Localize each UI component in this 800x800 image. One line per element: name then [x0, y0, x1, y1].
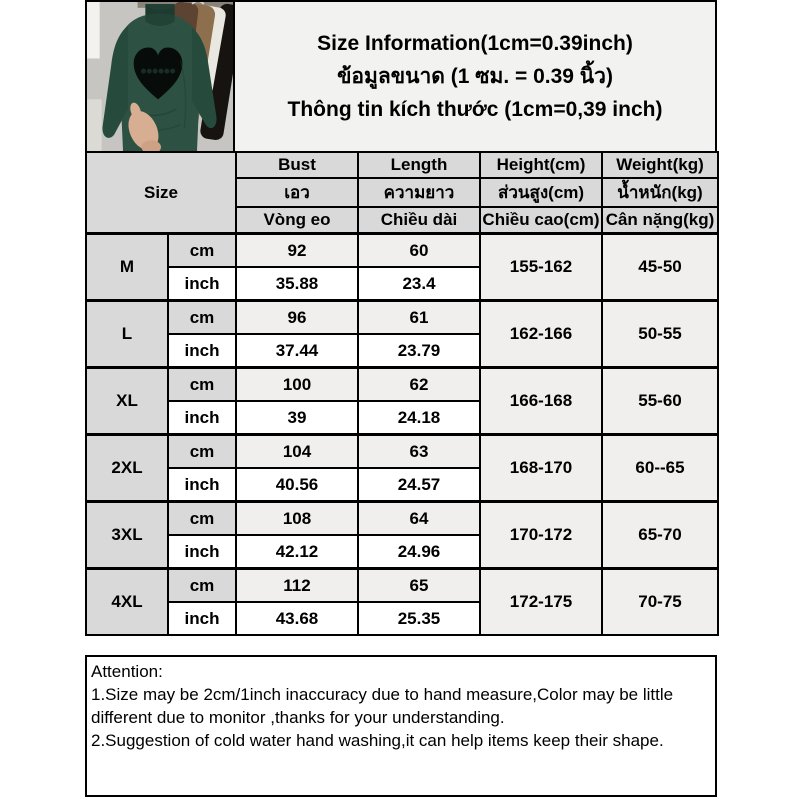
- length-cm-value: 60: [358, 234, 480, 268]
- weight-range-value: 60--65: [602, 435, 718, 502]
- attention-note-2: 2.Suggestion of cold water hand washing,it can help items keep their shape.: [91, 731, 664, 750]
- weight-range-value: 70-75: [602, 569, 718, 636]
- length-inch-value: 23.4: [358, 267, 480, 301]
- size-corner-label: Size: [86, 152, 236, 234]
- length-inch-value: 24.57: [358, 468, 480, 502]
- bust-inch-value: 37.44: [236, 334, 358, 368]
- unit-cm-label: cm: [168, 435, 236, 469]
- bust-cm-value: 104: [236, 435, 358, 469]
- length-cm-value: 64: [358, 502, 480, 536]
- col-header-bust-en: Bust: [236, 152, 358, 178]
- height-range-value: 166-168: [480, 368, 602, 435]
- length-inch-value: 23.79: [358, 334, 480, 368]
- col-header-height-en: Height(cm): [480, 152, 602, 178]
- length-cm-value: 63: [358, 435, 480, 469]
- title-thai: ข้อมูลขนาด (1 ซม. = 0.39 นิ้ว): [337, 65, 613, 88]
- bust-inch-value: 35.88: [236, 267, 358, 301]
- size-label-3xl: 3XL: [86, 502, 168, 569]
- size-label-m: M: [86, 234, 168, 301]
- size-label-4xl: 4XL: [86, 569, 168, 636]
- title-vietnamese: Thông tin kích thước (1cm=0,39 inch): [287, 98, 663, 121]
- bust-inch-value: 42.12: [236, 535, 358, 569]
- bust-inch-value: 40.56: [236, 468, 358, 502]
- weight-range-value: 55-60: [602, 368, 718, 435]
- col-header-length-th: ความยาว: [358, 178, 480, 207]
- length-cm-value: 61: [358, 301, 480, 335]
- length-inch-value: 24.18: [358, 401, 480, 435]
- product-photo-illustration: [87, 2, 233, 151]
- unit-inch-label: inch: [168, 535, 236, 569]
- col-header-length-vi: Chiều dài: [358, 207, 480, 234]
- weight-range-value: 45-50: [602, 234, 718, 301]
- unit-cm-label: cm: [168, 301, 236, 335]
- bust-inch-value: 39: [236, 401, 358, 435]
- bust-cm-value: 100: [236, 368, 358, 402]
- col-header-height-th: ส่วนสูง(cm): [480, 178, 602, 207]
- unit-cm-label: cm: [168, 234, 236, 268]
- attention-box: [85, 655, 717, 797]
- size-label-l: L: [86, 301, 168, 368]
- unit-inch-label: inch: [168, 401, 236, 435]
- size-label-xl: XL: [86, 368, 168, 435]
- size-info-title-box: [233, 0, 717, 153]
- unit-inch-label: inch: [168, 468, 236, 502]
- col-header-length-en: Length: [358, 152, 480, 178]
- size-table-grid: [85, 151, 719, 636]
- height-range-value: 155-162: [480, 234, 602, 301]
- unit-cm-label: cm: [168, 502, 236, 536]
- title-english: Size Information(1cm=0.39inch): [317, 32, 633, 55]
- unit-inch-label: inch: [168, 334, 236, 368]
- col-header-weight-en: Weight(kg): [602, 152, 718, 178]
- length-cm-value: 65: [358, 569, 480, 603]
- bust-inch-value: 43.68: [236, 602, 358, 635]
- bust-cm-value: 96: [236, 301, 358, 335]
- height-range-value: 172-175: [480, 569, 602, 636]
- col-header-bust-vi: Vòng eo: [236, 207, 358, 234]
- bust-cm-value: 112: [236, 569, 358, 603]
- photo-floor-strip: [87, 99, 102, 151]
- size-table: [85, 151, 717, 636]
- col-header-height-vi: Chiều cao(cm): [480, 207, 602, 234]
- col-header-bust-th: เอว: [236, 178, 358, 207]
- height-range-value: 162-166: [480, 301, 602, 368]
- length-inch-value: 25.35: [358, 602, 480, 635]
- bust-cm-value: 108: [236, 502, 358, 536]
- unit-inch-label: inch: [168, 267, 236, 301]
- length-cm-value: 62: [358, 368, 480, 402]
- bust-cm-value: 92: [236, 234, 358, 268]
- weight-range-value: 65-70: [602, 502, 718, 569]
- unit-cm-label: cm: [168, 368, 236, 402]
- height-range-value: 168-170: [480, 435, 602, 502]
- product-photo: [85, 0, 235, 153]
- col-header-weight-th: น้ำหนัก(kg): [602, 178, 718, 207]
- unit-cm-label: cm: [168, 569, 236, 603]
- size-label-2xl: 2XL: [86, 435, 168, 502]
- height-range-value: 170-172: [480, 502, 602, 569]
- attention-heading: Attention:: [91, 662, 163, 681]
- col-header-weight-vi: Cân nặng(kg): [602, 207, 718, 234]
- attention-note-1: 1.Size may be 2cm/1inch inaccuracy due to hand measure,Color may be little different due to monitor ,thanks for your understanding.: [91, 685, 674, 727]
- weight-range-value: 50-55: [602, 301, 718, 368]
- length-inch-value: 24.96: [358, 535, 480, 569]
- photo-wall-light-strip: [87, 2, 100, 58]
- unit-inch-label: inch: [168, 602, 236, 635]
